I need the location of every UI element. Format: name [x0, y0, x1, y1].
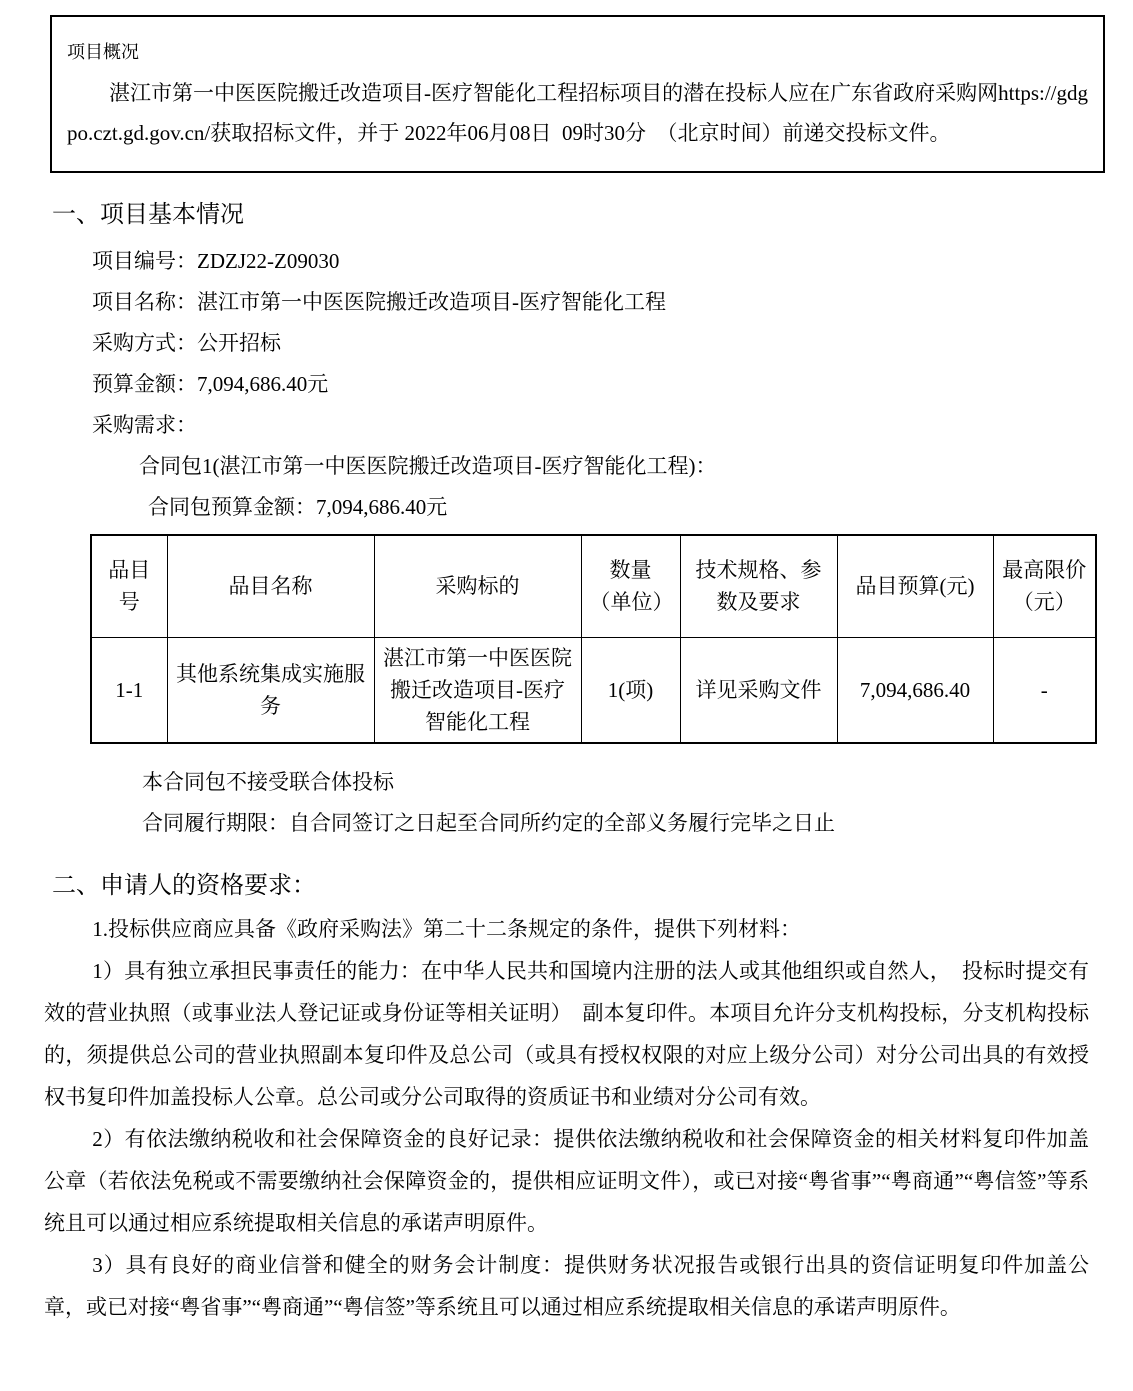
cell-subject: 湛江市第一中医医院搬迁改造项目-医疗智能化工程 — [374, 637, 581, 743]
field-budget-amount: 预算金额：7,094,686.40元 — [92, 372, 329, 396]
package-notes — [44, 762, 1089, 844]
note-contract-period: 合同履行期限：自合同签订之日起至合同所约定的全部义务履行完毕之日止 — [142, 810, 835, 835]
header-budget: 品目预算(元) — [837, 535, 993, 637]
cell-quantity: 1(项) — [581, 637, 680, 743]
qualification-item-3: 3）具有良好的商业信誉和健全的财务会计制度：提供财务状况报告或银行出具的资信证明复印件加盖公章，或已对接“粤省事”“粤商通”“粤信签”等系统且可以通过相应系统提取相关信息的承诺声明原件。 — [44, 1252, 1089, 1319]
document-content — [0, 199, 1133, 1328]
overview-title: 项目概况 — [67, 42, 139, 62]
package-title-line: 合同包1(湛江市第一中医医院搬迁改造项目-医疗智能化工程)： — [139, 454, 717, 478]
section1-heading: 一、项目基本情况 — [52, 202, 244, 228]
table-header-row — [91, 535, 1096, 637]
header-item-no: 品目号 — [91, 535, 167, 637]
section2-paragraphs — [44, 908, 1089, 1328]
cell-price-cap: - — [993, 637, 1096, 743]
header-spec: 技术规格、参数及要求 — [680, 535, 837, 637]
overview-body: 湛江市第一中医医院搬迁改造项目-医疗智能化工程招标项目的潜在投标人应在广东省政府采购网https://gdgpo.czt.gd.gov.cn/获取招标文件，并于 2022年06月08日 09时30分 （北京时间）前递交投标文件。 — [67, 81, 1088, 145]
qualification-intro: 1.投标供应商应具备《政府采购法》第二十二条规定的条件，提供下列材料： — [92, 916, 802, 941]
field-procurement-method: 采购方式：公开招标 — [92, 331, 281, 355]
items-table — [90, 534, 1097, 744]
note-no-consortium: 本合同包不接受联合体投标 — [142, 769, 394, 794]
field-procurement-demand: 采购需求： — [92, 413, 197, 437]
header-quantity: 数量（单位） — [581, 535, 680, 637]
qualification-item-2: 2）有依法缴纳税收和社会保障资金的良好记录：提供依法缴纳税收和社会保障资金的相关材料复印件加盖公章（若依法免税或不需要缴纳社会保障资金的，提供相应证明文件），或已对接“粤省事”“粤商通”“粤信签”等系统且可以通过相应系统提取相关信息的承诺声明原件。 — [44, 1126, 1089, 1235]
header-subject: 采购标的 — [374, 535, 581, 637]
header-price-cap: 最高限价（元） — [993, 535, 1096, 637]
cell-item-name: 其他系统集成实施服务 — [167, 637, 374, 743]
qualification-item-1: 1）具有独立承担民事责任的能力：在中华人民共和国境内注册的法人或其他组织或自然人， 投标时提交有效的营业执照（或事业法人登记证或身份证等相关证明） 副本复印件。本项目允许分支机构投标，分支机构投标的，须提供总公司的营业执照副本复印件及总公司（或具有授权权限的对应上级分公司）对分公司出具的有效授权书复印件加盖投标人公章。总公司或分公司取得的资质证书和业绩对分公司有效。 — [44, 958, 1089, 1109]
field-project-name: 项目名称：湛江市第一中医医院搬迁改造项目-医疗智能化工程 — [92, 290, 666, 314]
overview-box — [50, 15, 1105, 173]
field-project-number: 项目编号：ZDZJ22-Z09030 — [92, 249, 340, 273]
header-item-name: 品目名称 — [167, 535, 374, 637]
cell-budget: 7,094,686.40 — [837, 637, 993, 743]
package-budget-line: 合同包预算金额：7,094,686.40元 — [148, 495, 448, 519]
cell-item-no: 1-1 — [91, 637, 167, 743]
section1-fields — [44, 241, 1089, 528]
table-row — [91, 637, 1096, 743]
cell-spec: 详见采购文件 — [680, 637, 837, 743]
section2-heading: 二、申请人的资格要求： — [52, 872, 316, 899]
